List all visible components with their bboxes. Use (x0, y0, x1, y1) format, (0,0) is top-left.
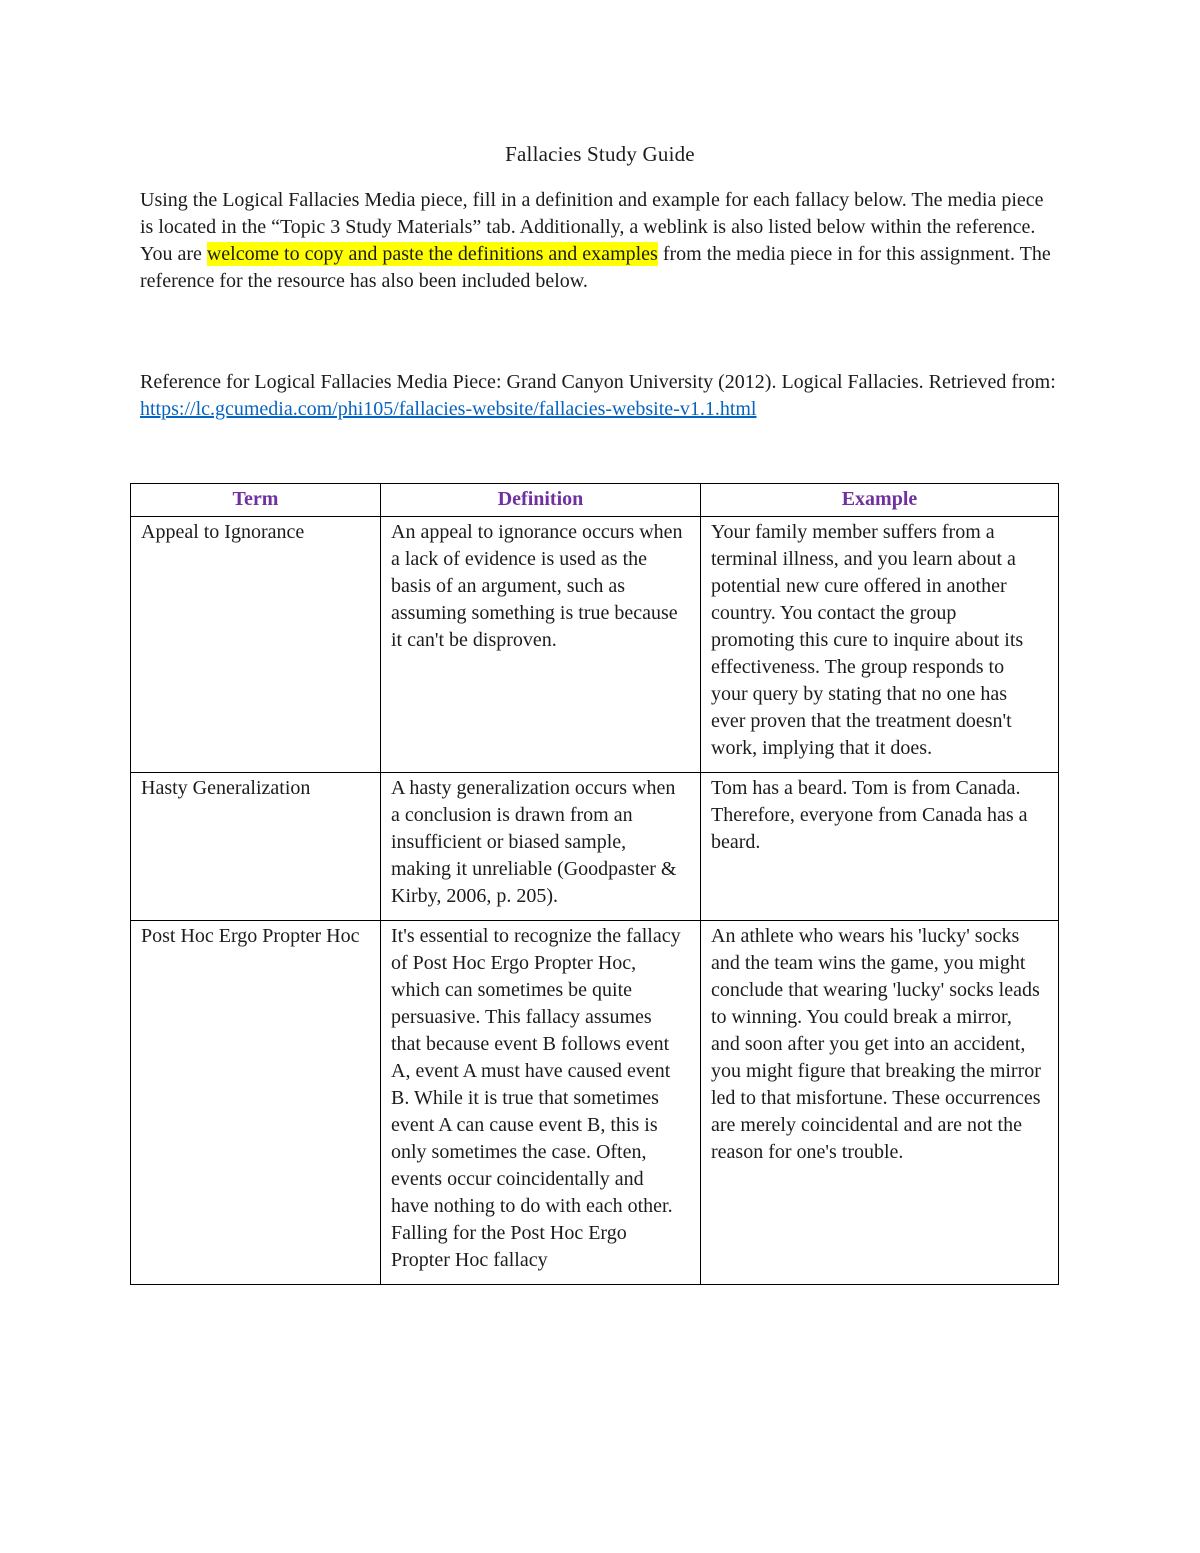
reference-link[interactable]: https://lc.gcumedia.com/phi105/fallacies-website/fallacies-website-v1.1.html (140, 398, 757, 420)
table-row (131, 921, 1059, 1285)
highlighted-text: welcome to copy and paste the definitions and examples (206, 243, 658, 265)
definition-cell: It's essential to recognize the fallacy of Post Hoc Ergo Propter Hoc, which can sometimes be quite persuasive. This fallacy assumes that because event B follows event A, event A must have caused event B. While it is true that sometimes event A can cause event B, this is only sometimes the case. Often, events occur coincidentally and have nothing to do with each other. Falling for the Post Hoc Ergo Propter Hoc fallacy (381, 921, 701, 1285)
intro-text-before-highlight: Using the Logical Fallacies Media piece, fill in a definition and example for each fallacy below. The media piece is located in the “Topic 3 Study Materials” tab. Additionally, a weblink is also listed below within the reference. You are (140, 189, 1044, 265)
intro-text-after-highlight: from the media piece in for this assignment. The reference for the resource has also been included below. (140, 243, 1051, 292)
definition-cell: A hasty generalization occurs when a conclusion is drawn from an insufficient or biased sample, making it unreliable (Goodpaster & Kirby, 2006, p. 205). (381, 773, 701, 921)
term-cell: Appeal to Ignorance (131, 517, 381, 773)
definition-cell: An appeal to ignorance occurs when a lack of evidence is used as the basis of an argument, such as assuming something is true because it can't be disproven. (381, 517, 701, 773)
reference-text: Reference for Logical Fallacies Media Piece: Grand Canyon University (2012). Logical Fallacies. Retrieved from: (140, 371, 1056, 393)
column-header-example: Example (701, 484, 1059, 517)
column-header-definition: Definition (381, 484, 701, 517)
table-row (131, 773, 1059, 921)
table-header-row (131, 484, 1059, 517)
term-cell: Post Hoc Ergo Propter Hoc (131, 921, 381, 1285)
example-cell: Your family member suffers from a terminal illness, and you learn about a potential new cure offered in another country. You contact the group promoting this cure to inquire about its effectiveness. The group responds to your query by stating that no one has ever proven that the treatment doesn't work, implying that it does. (701, 517, 1059, 773)
table-row (131, 517, 1059, 773)
example-cell: Tom has a beard. Tom is from Canada. Therefore, everyone from Canada has a beard. (701, 773, 1059, 921)
column-header-term: Term (131, 484, 381, 517)
intro-paragraph (140, 187, 1060, 295)
term-cell: Hasty Generalization (131, 773, 381, 921)
document-title: Fallacies Study Guide (505, 142, 695, 166)
fallacies-table (130, 483, 1059, 1285)
reference-paragraph (140, 369, 1060, 423)
example-cell: An athlete who wears his 'lucky' socks and the team wins the game, you might conclude that wearing 'lucky' socks leads to winning. You could break a mirror, and soon after you get into an accident, you might figure that breaking the mirror led to that misfortune. These occurrences are merely coincidental and are not the reason for one's trouble. (701, 921, 1059, 1285)
